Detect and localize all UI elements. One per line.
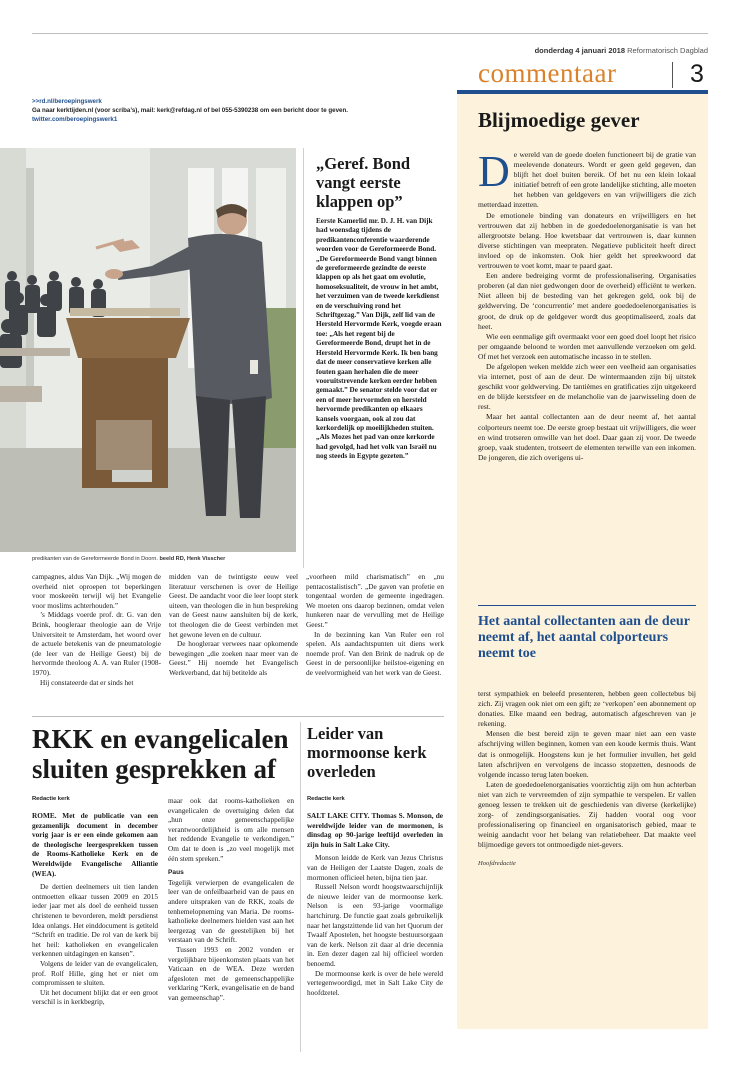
bond-col3-para: In de bezinning kan Van Ruler een rol spelen. Als aandachtspunten uit diens werk noemde prof. Van den Brink de nadruk op de Geest in de persoonlijke heilstoe-eigening en de veelvormigheid van het werk van de Geest. [306,629,444,677]
editorial-headline: Blijmoedige gever [478,108,640,132]
photo-caption [32,556,225,562]
date: donderdag 4 januari 2018 [534,46,626,55]
bond-article-sidebar [316,154,442,462]
rkk-col1-para: Uit het document blijkt dat er een groot verschil is in kerkbegrip, [32,987,158,1007]
rkk-col2-para: Tegelijk verwierpen de evangelicalen de leer van de onfeilbaarheid van de paus en andere uitspraken van de RKK, zoals de tenhemelopneming van Maria. De rooms-katholieke deelnemers hielden vast aan het leergezag van de geestelijken bij het verstaan van de Schrift. [168,877,294,945]
beroepingswerk-link[interactable]: >>rd.nl/beroepingswerk [32,98,102,105]
caption-text: predikanten van de Gereformeerde Bond in Doorn. [32,556,158,562]
column-rule [300,722,301,1052]
article-photo [0,148,296,552]
rkk-col2-para: maar ook dat rooms-katholieken en evangelicalen de overtuiging delen dat „hun onze gemeenschappelijke verantwoordelijkheid is om alle mensen het reddende Evangelie te verkondigen.” Om dat te doen is „zo veel mogelijk met één stem spreken.” [168,796,294,863]
rkk-column-2 [168,796,294,1002]
bond-col1-para: ’s Middags voerde prof. dr. G. van den Brink, hoogleraar theologie aan de Vrije Universiteit te Amsterdam, het woord over de actuele betekenis van de pneumatologie (de leer van de Heilige Geest) bij de hervormde theoloog A. A. van Ruler (1908-1970). [32,610,161,677]
page-number-separator [672,62,673,88]
pull-quote-rule [478,605,696,606]
photo-credit: beeld RD, Henk Visscher [159,556,226,562]
bond-col2-para: midden van de twintigste eeuw veel literatuur verschenen is over de Heilige Geest. De aandacht voor die leer loopt sterk uiteen, van theologen die in hun bespreking van de Geest nauw aansluiten bij de kerk, tot theologen die de Geest verbinden met het gewone leven en de cultuur. [169,572,298,639]
editorial-body-top [478,147,697,463]
bond-col1-para: campagnes, aldus Van Dijk. „Wij mogen de overheid niet oproepen tot beperkingen voor moskeeën terwijl wij het Evangelie voor moslims achterhouden.” [32,572,161,610]
editorial-para: e wereld van de goede doelen functioneert bij de gratie van meelevende donateurs. Wordt er geen geld gegeven, dan blijft het doel buiten bereik. Of het nu een klein lokaal initiatief betreft of een grote landelijke stichting, alle moeten het hebben van geldgevers en van vrijwilligers die zich metterdaad inzetten. [478,150,697,210]
rkk-col1-para: De dertien deelnemers uit tien landen ontmoetten elkaar tussen 2009 en 2015 ieder jaar met als doel de eenheid tussen christenen te bevorderen, meldt persdienst Idea onlangs. Het einddocument is getiteld “Schrift en traditie. De rol van de kerk bij het heil: katholieken en evangelicalen verkennen uitdagingen en kansen”. [32,882,158,959]
editorial-para: Mensen die best bereid zijn te geven maar niet aan een vaste afschrijving willen beginnen, komen van een koude kermis thuis. Want dat is onmogelijk. Hoogstens kun je het formulier invullen, het geld laten afschrijven en vervolgens de incasso stopzetten, desnoods de volgende incasso terug laten boeken. [478,729,696,779]
rkk-col1-para: Volgens de leider van de evangelicalen, prof. Rolf Hille, ging het er niet om compromissen te sluiten. [32,958,158,988]
editorial-body-bottom [478,689,696,869]
mormon-body [307,811,443,997]
section-divider [32,716,444,717]
editorial-dropcap: D [478,147,510,196]
rkk-byline: Redactie kerk [32,796,70,802]
twitter-link[interactable]: twitter.com/beroepingswerk1 [32,115,118,123]
editorial-para: De afgelopen weken meldde zich weer een veelheid aan organisaties via internet, post of aan de deur. De wintermaanden zijn bij uitstek geschikt voor geldwerving. De tantièmes en gratificaties zijn uitgekeerd en de blijde kerstsfeer en de melancholie van de jaarwisseling doen de rest. [478,361,696,412]
rkk-headline: RKK en evangelicalen sluiten gesprekken af [32,724,289,784]
editorial-signature: Hoofdredactie [478,859,516,867]
rkk-lead: ROME. Met de publicatie van een gezamenlijk document in december vorig jaar is er een einde gekomen aan de theologische leergesprekken tussen de Rooms-Katholieke Kerk en de Wereldwijde Evangelische Alliantie (WEA). [32,811,158,878]
rkk-col2-para: Tussen 1993 en 2002 vonden er vergelijkbare bijeenkomsten plaats van het Vaticaan en de WEA. Deze werden afgesloten met de gemeenschappelijke verklaring “Kerk, evangelisatie en de band van gemeenschap”. [168,944,294,1002]
bond-column-1 [32,572,161,687]
top-rule [32,33,708,34]
newspaper-name: Reformatorisch Dagblad [627,46,708,55]
pull-quote: Het aantal collectanten aan de deur neemt af, het aantal colporteurs neemt toe [478,614,690,661]
mormon-para: Russell Nelson wordt hoogstwaarschijnlijk de nieuwe leider van de mormoonse kerk. Nelson is een 93-jarige voormalige hartchirurg. De functie gaat zoals gebruikelijk naar het langstzittende lid van het Quorum der Twaalf Apostelen, het hoogste bestuursorgaan van de kerk. Nelson zit daar al drie decennia in. Een dezer dagen zal hij officieel worden benoemd. [307,882,443,968]
dateline [535,46,708,55]
mormon-byline: Redactie kerk [307,796,345,802]
section-title: commentaar [478,58,617,88]
page-number: 3 [690,60,704,88]
bond-headline: „Geref. Bond vangt eerste klappen op” [316,154,411,211]
vacancy-info [32,98,348,124]
editorial-para: Maar het aantal collectanten aan de deur neemt af, het aantal colporteurs neemt toe. De eerste groep bestaat uit vrijwilligers, die weer en wind trotseren omwille van het doel. Daar gaan zij voor. De tweede groep, vaak studenten, trotseert de elementen terwille van een inkomen. De jongeren, die zich overigens ui- [478,412,696,462]
column-rule [303,148,304,568]
bond-col1-para: Hij constateerde dat er sinds het [40,677,134,687]
editorial-para: Laten de goededoelenorganisaties voorzichtig zijn om hun achterban niet van zich te vervreemden of zijn sympathie te verspelen. Er vallen genoeg lessen te trekken uit de geschiedenis van diverse (kerkelijke) zorg- of zendingsorganisaties. Zij hadden vooral oog voor professionalisering op financieel en organisatorisch gebied, maar te weinig aandacht voor het belang van relatiebeheer. Dat maakte veel blijmoedige gevers tot ontmoedigde niet-gevers. [478,779,696,850]
bond-column-2 [169,572,298,678]
bond-col3-para: „voorheen mild charismatisch” en „nu pentacostalistisch”. „De gaven van profetie en tongentaal worden de gemeente ingedragen. We moeten ons daarop bezinnen, omdat velen hunkeren naar de vervulling met de Heilige Geest.” [306,572,444,629]
vacancy-instructions: Ga naar kerktijden.nl (voor scriba’s), mail: kerk@refdag.nl of bel 055-5390238 om een bericht door te geven. [32,106,348,114]
bond-col2-para: De hoogleraar verwees naar opkomende bewegingen „die zoeken naar meer van de Geest.” Hij noemde het Evangelisch Werkverband, dat hij betitelde als [169,639,298,677]
photo-illustration [0,148,296,552]
rkk-subhead: Paus [168,869,184,877]
mormon-headline: Leider van mormoonse kerk overleden [307,724,427,781]
bond-intro: Eerste Kamerlid mr. D. J. H. van Dijk had woensdag tijdens de predikantenconferentie waarderende woorden voor de Gereformeerde Bond. „De Gereformeerde Bond vangt binnen de gereformeerde gezindte de eerste klappen op als het gaat om evolutie, homoseksualiteit, de vrouw in het ambt, het verzuimen van de tweede kerkdienst en de verschuiving rond het Schriftgezag.” Van Dijk, zelf lid van de Hersteld Hervormde Kerk, voegde eraan toe: „Als het regent bij de Gereformeerde Bond, drupt het in de Hersteld Hervormde Kerk. Ik ben bang dat de meer conservatieve kerken alle fouten gaan herhalen die de meer vooruitstrevende kerken eerder hebben gemaakt.” De senator stelde voor dat er een of meer hervormden en hersteld hervormde predikanten op elkaars kansels voorgaan, ook al zou dat kerkordelijk op moeilijkheden stuiten. „Als Mozes het pad van onze kerkorde had gevolgd, had het volk van Israël nu nog steeds in Egypte gezeten.” [316,217,442,461]
rkk-column-1 [32,811,158,1007]
editorial-top-bar [457,90,708,94]
mormon-lead: SALT LAKE CITY. Thomas S. Monson, de wereldwijde leider van de mormonen, is dinsdag op 90-jarige leeftijd overleden in zijn huis in Salt Lake City. [307,811,443,849]
editorial-para: Een andere bedreiging vormt de professionalisering. Organisaties proberen (al dan niet gedwongen door de overheid) efficiënt te werken. Niet alleen bij de besteding van het gekregen geld, ook bij de geldwerving. De ‘concurrentie’ met andere goededoelenorganisaties is groot, de druk op de geldgever wordt dus geoptimaliseerd, zoals dat heet. [478,271,696,331]
editorial-para: Wie een eenmalige gift overmaakt voor een goed doel loopt het risico per omgaande beloond te worden met aanvullende verzoeken om geld. Of met het verzoek een automatische incasso in te stellen. [478,331,696,361]
editorial-para: terst sympathiek en beleefd presenteren, hebben geen collectebus bij zich. Zij vragen ook niet om een gift; ze ‘verkopen’ een abonnement op donaties. Elke maand een bedrag, automatisch afgeschreven van je rekening. [478,689,696,729]
mormon-para: De mormoonse kerk is over de hele wereld vertegenwoordigd, met in Salt Lake City de hoofdzetel. [307,968,443,997]
bond-column-3 [306,572,444,678]
mormon-para: Monson leidde de Kerk van Jezus Christus van de Heiligen der Laatste Dagen, zoals de mormonen officieel heten, bijna tien jaar. [307,853,443,882]
editorial-para: De emotionele binding van donateurs en vrijwilligers en het vertrouwen dat zij hebben in de goededoelenorganisatie is van het allergrootste belang. Hoe kwetsbaar dat vertrouwen is, daar kunnen diverse stichtingen van meepraten. Negatieve publiciteit heeft direct invloed op de inkomsten. Ook hier geldt het spreekwoord dat vertrouwen te voet komt, maar te paard gaat. [478,210,696,271]
